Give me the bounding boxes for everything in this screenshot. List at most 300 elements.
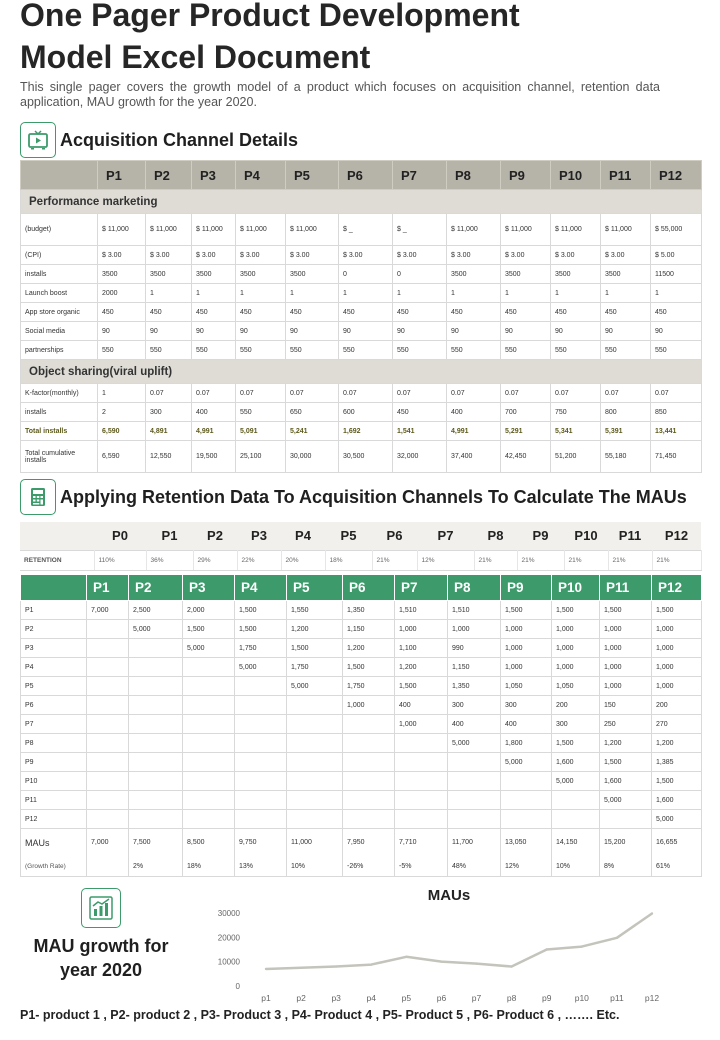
table-cell: 2,000 [183, 601, 235, 620]
table-cell: 1,000 [501, 639, 552, 658]
table-cell: 6,590 [98, 422, 146, 441]
table-cell [235, 696, 287, 715]
table-cell: 1,050 [552, 677, 600, 696]
retention-col-header: P12 [652, 522, 701, 550]
table-cell [129, 810, 183, 829]
retention-col-header: P8 [474, 522, 517, 550]
title-line-2: Model Excel Document [20, 39, 371, 75]
table-row [21, 810, 702, 829]
table-cell: 90 [447, 322, 501, 341]
table-cell: 1,600 [600, 772, 652, 791]
table-cell: $ 11,000 [501, 214, 551, 246]
mau-col-header: P1 [87, 575, 129, 601]
table-cell: $ 11,000 [286, 214, 339, 246]
table-cell: 12,550 [146, 441, 192, 473]
table-cell: 450 [393, 303, 447, 322]
table-cell: 1,600 [652, 791, 702, 810]
table-cell: 2 [98, 403, 146, 422]
retention-col-header: P10 [564, 522, 608, 550]
table-cell: 51,200 [551, 441, 601, 473]
table-cell [129, 658, 183, 677]
retention-label: RETENTION [20, 550, 94, 570]
mau-data-point [335, 965, 337, 967]
table-cell: 0 [393, 265, 447, 284]
retention-col-header: P3 [237, 522, 281, 550]
retention-col-header: P9 [517, 522, 564, 550]
table-cell [87, 620, 129, 639]
mau-cell: 7,950 [343, 829, 395, 857]
mau-col-header: P5 [287, 575, 343, 601]
y-tick-label: 30000 [217, 909, 240, 918]
table-row [21, 265, 702, 284]
mau-cell: 15,200 [600, 829, 652, 857]
table-cell: $ 11,000 [98, 214, 146, 246]
acquisition-section-title: Acquisition Channel Details [60, 129, 299, 150]
table-cell: 1,000 [448, 620, 501, 639]
table-cell: 5,000 [552, 772, 600, 791]
table-cell: $ _ [393, 214, 447, 246]
retention-cell: 21% [474, 550, 517, 570]
table-cell [235, 715, 287, 734]
growth-label: (Growth Rate) [25, 862, 66, 870]
mau-col-header: P6 [343, 575, 395, 601]
table-cell: 450 [551, 303, 601, 322]
table-cell: 90 [501, 322, 551, 341]
table-cell: 1,500 [235, 601, 287, 620]
table-cell [87, 791, 129, 810]
table-cell [235, 734, 287, 753]
table-cell: 0.07 [651, 384, 702, 403]
y-tick-label: 10000 [217, 957, 240, 967]
retention-col-header: P4 [281, 522, 325, 550]
table-cell: 1,750 [235, 639, 287, 658]
video-presentation-icon [20, 122, 56, 158]
table-cell [287, 734, 343, 753]
mau-total-row [21, 829, 702, 857]
retention-col-header: P1 [146, 522, 193, 550]
table-row [21, 384, 702, 403]
table-cell: 1,385 [652, 753, 702, 772]
mau-label: MAUs [25, 837, 50, 848]
table-cell: 1,800 [501, 734, 552, 753]
table-cell: 5,000 [183, 639, 235, 658]
mau-data-point [546, 948, 548, 950]
growth-cell: 10% [287, 857, 343, 877]
table-cell: 1 [551, 284, 601, 303]
table-cell [129, 696, 183, 715]
table-cell: 450 [98, 303, 146, 322]
retention-section-title: Applying Retention Data To Acquisition Channels To Calculate The MAUs [60, 486, 687, 507]
table-cell: 3500 [501, 265, 551, 284]
retention-cell: 36% [146, 550, 193, 570]
x-tick-label: p10 [574, 993, 589, 1003]
table-cell: 90 [601, 322, 651, 341]
row-label: Total installs [21, 422, 98, 441]
table-cell: $ 11,000 [236, 214, 286, 246]
table-cell: 0.07 [393, 384, 447, 403]
table-cell [395, 753, 448, 772]
table-cell: 1,500 [652, 601, 702, 620]
table-cell: 550 [601, 341, 651, 360]
x-tick-label: p3 [331, 993, 341, 1003]
row-label: K-factor(monthly) [21, 384, 98, 403]
table-cell: 990 [448, 639, 501, 658]
table-cell [395, 734, 448, 753]
table-cell: $ _ [339, 214, 393, 246]
table-cell: 450 [501, 303, 551, 322]
row-label: partnerships [21, 341, 98, 360]
table-cell [183, 753, 235, 772]
table-cell: $ 11,000 [146, 214, 192, 246]
mau-label-cell [21, 829, 87, 857]
table-cell: 1,541 [393, 422, 447, 441]
table-cell: 1,500 [552, 734, 600, 753]
mau-cell: 13,050 [501, 829, 552, 857]
retention-cell: 21% [564, 550, 608, 570]
table-cell: 30,000 [286, 441, 339, 473]
table-cell: 90 [146, 322, 192, 341]
table-cell: 450 [651, 303, 702, 322]
table-cell: 1,000 [600, 620, 652, 639]
table-cell [235, 772, 287, 791]
table-cell: 850 [651, 403, 702, 422]
table-cell: 1 [236, 284, 286, 303]
growth-cell: 13% [235, 857, 287, 877]
retention-cell: 21% [652, 550, 701, 570]
table-cell: 19,500 [192, 441, 236, 473]
table-row [21, 715, 702, 734]
table-cell: 1,000 [652, 677, 702, 696]
row-label: P5 [21, 677, 87, 696]
chart-title: MAUs [427, 887, 471, 904]
table-cell: 450 [447, 303, 501, 322]
table-cell: 1,200 [287, 620, 343, 639]
row-label: Total cumulative installs [21, 441, 98, 473]
table-cell: 450 [339, 303, 393, 322]
x-tick-label: p4 [366, 993, 377, 1003]
mau-growth-line1: MAU growth for [33, 936, 169, 956]
table-cell: 0.07 [501, 384, 551, 403]
table-cell: $ 11,000 [551, 214, 601, 246]
table-cell: 150 [600, 696, 652, 715]
table-cell: 1 [393, 284, 447, 303]
growth-cell: 2% [129, 857, 183, 877]
table-cell: 700 [501, 403, 551, 422]
table-cell: 1,150 [343, 620, 395, 639]
page-title [20, 0, 710, 78]
table-cell: 1,000 [652, 658, 702, 677]
table-cell: 400 [501, 715, 552, 734]
table-cell [287, 715, 343, 734]
table-cell: 1,150 [448, 658, 501, 677]
table-cell: 450 [286, 303, 339, 322]
table-cell [501, 810, 552, 829]
group-row [21, 360, 702, 384]
table-cell: 450 [192, 303, 236, 322]
table-cell: 550 [146, 341, 192, 360]
table-cell: 550 [501, 341, 551, 360]
table-cell: 1 [601, 284, 651, 303]
growth-cell: 12% [501, 857, 552, 877]
table-cell: $ 11,000 [192, 214, 236, 246]
acquisition-header-row [21, 161, 702, 190]
table-cell [287, 753, 343, 772]
table-cell: $ 55,000 [651, 214, 702, 246]
table-cell: 400 [448, 715, 501, 734]
row-label: P3 [21, 639, 87, 658]
table-cell: 90 [651, 322, 702, 341]
table-cell: $ 3.00 [601, 246, 651, 265]
table-row [21, 677, 702, 696]
mau-line-chart [200, 880, 680, 1006]
table-cell: 1,000 [600, 639, 652, 658]
row-label: P4 [21, 658, 87, 677]
table-cell: 550 [236, 341, 286, 360]
table-cell: 200 [552, 696, 600, 715]
corner-cell [20, 522, 94, 550]
table-cell: 1,500 [343, 658, 395, 677]
table-cell: 3500 [447, 265, 501, 284]
table-cell: 200 [652, 696, 702, 715]
row-label: (CPI) [21, 246, 98, 265]
table-cell [129, 639, 183, 658]
acquisition-col-header: P11 [601, 161, 651, 190]
mau-cell: 11,000 [287, 829, 343, 857]
table-cell: 1,500 [652, 772, 702, 791]
table-cell: 1,000 [600, 677, 652, 696]
table-cell [87, 772, 129, 791]
row-label: P10 [21, 772, 87, 791]
retention-cell: 18% [325, 550, 372, 570]
table-cell [552, 810, 600, 829]
table-cell: 600 [339, 403, 393, 422]
mau-cell: 7,710 [395, 829, 448, 857]
acquisition-col-header: P1 [98, 161, 146, 190]
mau-table [20, 574, 702, 877]
table-cell [448, 810, 501, 829]
table-cell: 1,000 [395, 620, 448, 639]
x-tick-label: p1 [261, 993, 271, 1003]
table-cell: 5,241 [286, 422, 339, 441]
mau-data-point [581, 945, 583, 947]
row-label: P9 [21, 753, 87, 772]
table-cell: $ 11,000 [601, 214, 651, 246]
table-cell: 4,991 [447, 422, 501, 441]
mau-col-header: P12 [652, 575, 702, 601]
table-cell: 450 [146, 303, 192, 322]
table-cell: $ 11,000 [447, 214, 501, 246]
x-tick-label: p6 [436, 993, 447, 1003]
table-cell [129, 734, 183, 753]
table-cell [552, 791, 600, 810]
table-cell: 1,500 [501, 601, 552, 620]
table-cell: 550 [447, 341, 501, 360]
table-cell: 3500 [98, 265, 146, 284]
acquisition-col-header: P2 [146, 161, 192, 190]
table-cell [343, 772, 395, 791]
table-cell: 1,500 [183, 620, 235, 639]
table-cell: 1 [98, 384, 146, 403]
table-cell: 1,600 [552, 753, 600, 772]
table-cell [183, 734, 235, 753]
table-cell: 550 [551, 341, 601, 360]
table-cell [501, 791, 552, 810]
table-cell: 3500 [286, 265, 339, 284]
acquisition-table [20, 160, 702, 473]
table-cell [343, 734, 395, 753]
table-row [21, 303, 702, 322]
table-cell: 1 [192, 284, 236, 303]
table-cell [129, 772, 183, 791]
table-cell: 1,000 [552, 639, 600, 658]
row-label: P11 [21, 791, 87, 810]
table-cell [343, 810, 395, 829]
row-label: P1 [21, 601, 87, 620]
table-cell: 1,550 [287, 601, 343, 620]
acquisition-col-header: P7 [393, 161, 447, 190]
table-cell [129, 715, 183, 734]
table-cell: 750 [551, 403, 601, 422]
mau-col-header: P10 [552, 575, 600, 601]
row-label: App store organic [21, 303, 98, 322]
table-cell: 250 [600, 715, 652, 734]
table-cell [183, 791, 235, 810]
table-cell: 300 [146, 403, 192, 422]
table-cell: 300 [552, 715, 600, 734]
table-cell: 25,100 [236, 441, 286, 473]
table-cell [343, 753, 395, 772]
table-cell: 1,350 [448, 677, 501, 696]
table-row [21, 753, 702, 772]
table-cell [183, 772, 235, 791]
table-cell: 650 [286, 403, 339, 422]
table-cell: 1 [146, 284, 192, 303]
table-cell: 0.07 [286, 384, 339, 403]
table-cell [87, 734, 129, 753]
table-cell: 1,350 [343, 601, 395, 620]
table-row [21, 422, 702, 441]
table-cell: 300 [448, 696, 501, 715]
row-label: installs [21, 403, 98, 422]
retention-table [20, 522, 702, 571]
table-cell: 0.07 [236, 384, 286, 403]
table-row [21, 284, 702, 303]
table-cell: 5,000 [129, 620, 183, 639]
calculator-document-icon [20, 479, 56, 515]
table-cell: 450 [393, 403, 447, 422]
table-cell [87, 639, 129, 658]
table-cell: $ 3.00 [501, 246, 551, 265]
table-cell [501, 772, 552, 791]
table-cell [87, 810, 129, 829]
mau-header-row [21, 575, 702, 601]
table-cell [183, 810, 235, 829]
table-cell: 1 [651, 284, 702, 303]
table-cell: 400 [395, 696, 448, 715]
table-cell: 5,341 [551, 422, 601, 441]
table-cell: $ 3.00 [393, 246, 447, 265]
table-cell: 5,391 [601, 422, 651, 441]
mau-data-point [616, 937, 618, 939]
mau-col-header: P3 [183, 575, 235, 601]
table-cell [600, 810, 652, 829]
table-cell: 300 [501, 696, 552, 715]
corner-cell [21, 161, 98, 190]
row-label: P12 [21, 810, 87, 829]
retention-col-header: P5 [325, 522, 372, 550]
mau-cell: 16,655 [652, 829, 702, 857]
table-cell: 450 [236, 303, 286, 322]
acquisition-col-header: P10 [551, 161, 601, 190]
acquisition-col-header: P4 [236, 161, 286, 190]
table-cell: 2,500 [129, 601, 183, 620]
mau-col-header: P7 [395, 575, 448, 601]
acquisition-col-header: P12 [651, 161, 702, 190]
table-cell: 0.07 [551, 384, 601, 403]
retention-col-header: P11 [608, 522, 652, 550]
retention-cell: 21% [608, 550, 652, 570]
table-cell: 1,500 [235, 620, 287, 639]
group-row [21, 190, 702, 214]
table-cell: 0.07 [447, 384, 501, 403]
table-cell: 4,991 [192, 422, 236, 441]
table-cell: $ 3.00 [98, 246, 146, 265]
table-cell: 90 [339, 322, 393, 341]
table-cell: 0.07 [601, 384, 651, 403]
table-cell: 800 [601, 403, 651, 422]
table-cell: 1,200 [395, 658, 448, 677]
row-label: (budget) [21, 214, 98, 246]
table-cell: 400 [192, 403, 236, 422]
retention-cell: 110% [94, 550, 146, 570]
table-cell: 90 [393, 322, 447, 341]
table-cell [343, 791, 395, 810]
retention-cell: 21% [372, 550, 417, 570]
table-cell: 3500 [551, 265, 601, 284]
retention-col-header: P7 [417, 522, 474, 550]
retention-section-header [20, 477, 687, 517]
table-cell: $ 3.00 [192, 246, 236, 265]
growth-rate-row [21, 857, 702, 877]
table-cell [287, 772, 343, 791]
bar-chart-icon [81, 888, 121, 928]
table-cell [235, 677, 287, 696]
table-cell [395, 772, 448, 791]
table-cell: $ 3.00 [551, 246, 601, 265]
title-line-1: One Pager Product Development [20, 0, 520, 33]
retention-cell: 20% [281, 550, 325, 570]
mau-data-point [475, 962, 477, 964]
table-cell: 1,000 [552, 620, 600, 639]
table-cell: 37,400 [447, 441, 501, 473]
table-cell: 90 [98, 322, 146, 341]
table-cell: 1 [501, 284, 551, 303]
mau-col-header: P11 [600, 575, 652, 601]
mau-col-header: P4 [235, 575, 287, 601]
mau-growth-line2: year 2020 [59, 960, 143, 980]
table-cell: 5,000 [235, 658, 287, 677]
table-cell [235, 791, 287, 810]
growth-cell: 8% [600, 857, 652, 877]
table-cell [395, 791, 448, 810]
table-cell: 270 [652, 715, 702, 734]
table-cell [448, 772, 501, 791]
x-tick-label: p11 [610, 993, 624, 1003]
table-row [21, 441, 702, 473]
table-row [21, 620, 702, 639]
table-cell: 550 [286, 341, 339, 360]
retention-cell: 22% [237, 550, 281, 570]
